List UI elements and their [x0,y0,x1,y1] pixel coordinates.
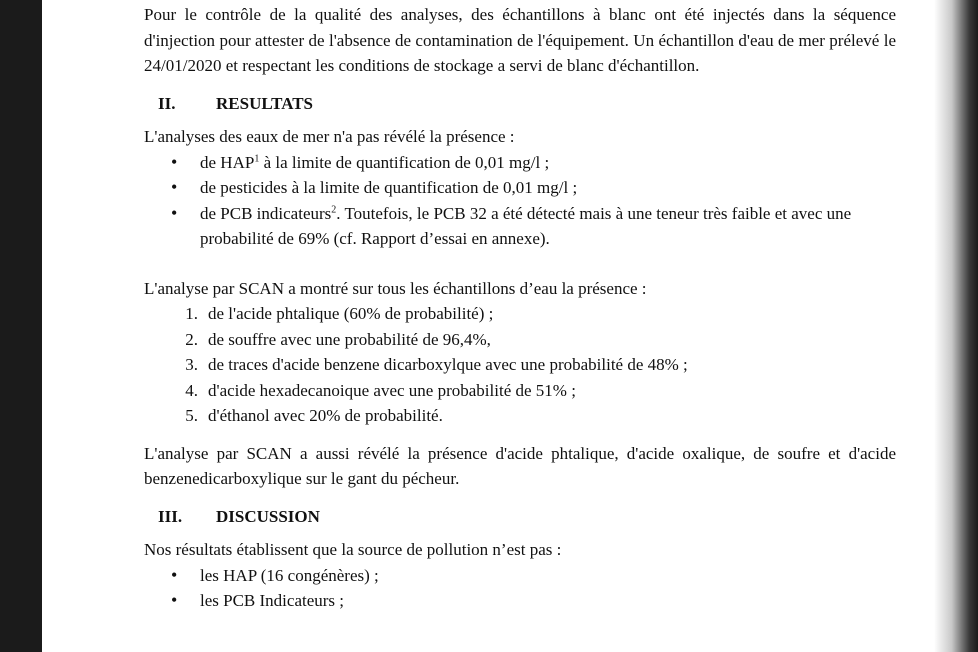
section-number: II. [158,93,176,113]
list-item: 2. de souffre avec une probabilité de 96,4%, [185,329,491,349]
list-item: • de pesticides à la limite de quantification de 0,01 mg/l ; [144,175,896,201]
document-page [42,0,978,652]
footnote-ref: 2 [331,203,337,215]
results-bullet-list [144,150,896,252]
list-item: 3. de traces d'acide benzene dicarboxylque avec une probabilité de 48% ; [185,355,688,374]
discussion-lead: Nos résultats établissent que la source de pollution n’est pas : [144,540,562,559]
list-item: • de PCB indicateurs$^2$. Toutefois, le PCB 32 a été détecté mais à une teneur très faible et avec une probabilité de 69% (cf. Rapport d’essai en annexe). [144,201,896,252]
section-heading-discussion [144,504,896,530]
section-number: III. [158,506,183,526]
list-item: 4. d'acide hexadecanoique avec une probabilité de 51% ; [185,380,576,400]
document-content [144,2,896,614]
spacer [144,252,896,276]
section-title: RESULTATS [216,93,314,113]
list-item: • les HAP (16 congénères) ; [144,563,896,589]
section-heading-resultats [144,91,896,117]
footnote-ref: 1 [254,152,260,164]
scan-glove-paragraph: L'analyse par SCAN a aussi révélé la présence d'acide phtalique, d'acide oxalique, de soufre et d'acide benzenedicarboxylique sur le gant du pécheur. [144,443,896,488]
results-lead: L'analyses des eaux de mer n'a pas révélé la présence : [144,127,515,146]
page-shadow-edge [934,0,978,652]
intro-paragraph: Pour le contrôle de la qualité des analyses, des échantillons à blanc ont été injectés dans la séquence d'injection pour attester de l'absence de contamination de l'équipement. Un échantillon d'eau de mer prélevé le 24/01/2020 et respectant les conditions de stockage a servi de blanc d'échantillon. [144,5,896,75]
list-item: 1. de l'acide phtalique (60% de probabilité) ; [185,304,494,323]
discussion-bullet-list [144,563,896,614]
scan-numbered-list [144,301,896,429]
list-item: • de HAP$^1$ à la limite de quantification de 0,01 mg/l ; [144,150,896,176]
list-item: • les PCB Indicateurs ; [144,588,896,614]
section-title: DISCUSSION [216,506,320,526]
scan-lead: L'analyse par SCAN a montré sur tous les échantillons d’eau la présence : [144,278,647,298]
list-item: 5. d'éthanol avec 20% de probabilité. [185,406,443,425]
